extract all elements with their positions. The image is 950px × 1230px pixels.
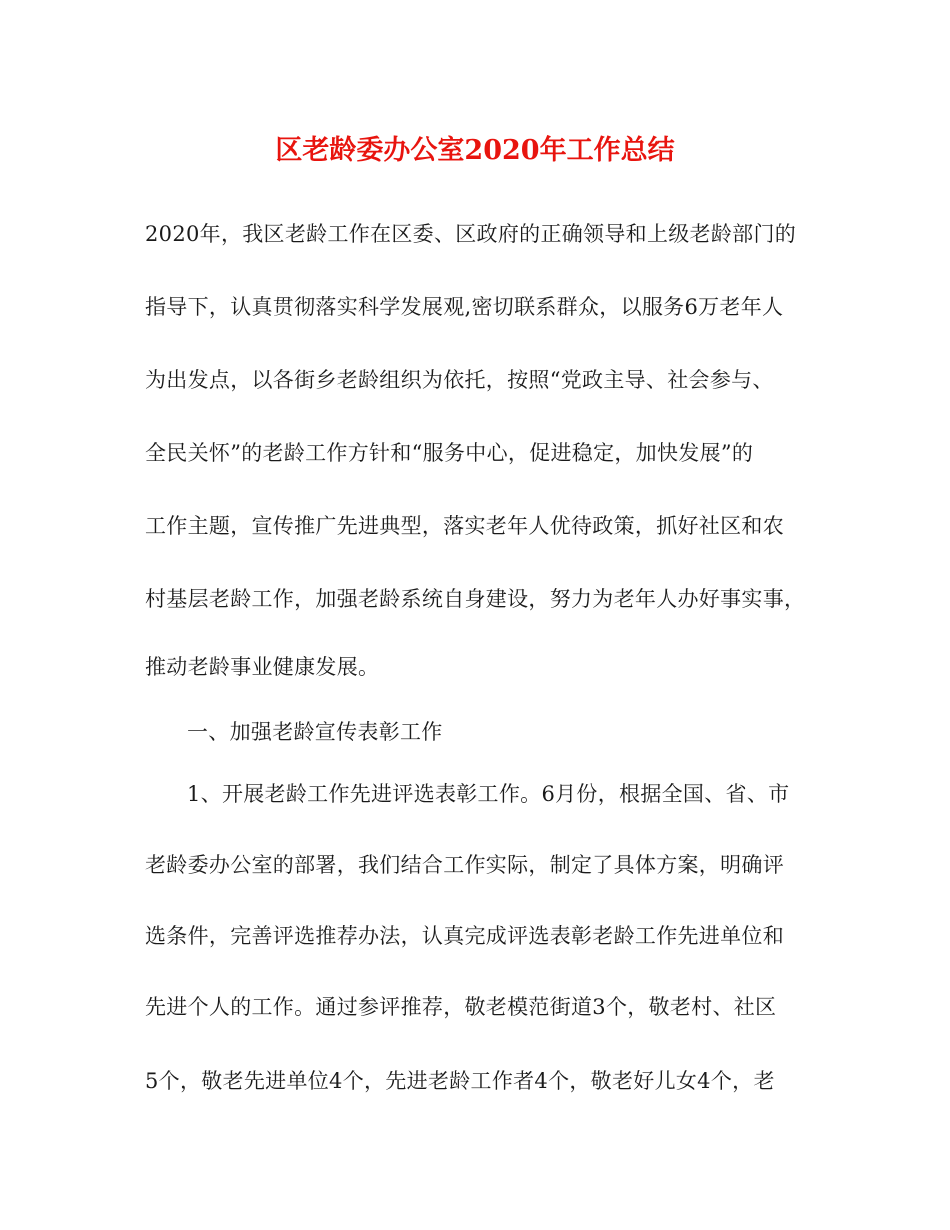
body-line-9: 1、开展老龄工作先进评选表彰工作。6月份，根据全国、省、市 (187, 782, 790, 806)
body-line-6: 村基层老龄工作，加强老龄系统自身建设，努力为老年人办好事实事， (145, 587, 806, 611)
body-line-7: 推动老龄事业健康发展。 (145, 655, 380, 679)
body-line-12: 先进个人的工作。通过参评推荐，敬老模范街道3个，敬老村、社区 (145, 995, 777, 1019)
body-line-4: 全民关怀”的老龄工作方针和“服务中心，促进稳定，加快发展”的 (145, 441, 754, 465)
document-title: 区老龄委办公室2020年工作总结 (275, 135, 675, 166)
body-line-13: 5个，敬老先进单位4个，先进老龄工作者4个，敬老好儿女4个，老 (145, 1069, 775, 1093)
body-line-3: 为出发点，以各街乡老龄组织为依托，按照“党政主导、社会参与、 (145, 368, 774, 392)
section-heading-1: 一、加强老龄宣传表彰工作 (187, 720, 443, 744)
body-line-5: 工作主题，宣传推广先进典型，落实老年人优待政策，抓好社区和农 (145, 514, 784, 538)
body-line-10: 老龄委办公室的部署，我们结合工作实际，制定了具体方案，明确评 (145, 853, 784, 877)
body-line-2: 指导下，认真贯彻落实科学发展观,密切联系群众，以服务6万老年人 (145, 295, 784, 319)
body-line-1: 2020年，我区老龄工作在区委、区政府的正确领导和上级老龄部门的 (145, 222, 797, 246)
body-line-11: 选条件，完善评选推荐办法，认真完成评选表彰老龄工作先进单位和 (145, 924, 784, 948)
